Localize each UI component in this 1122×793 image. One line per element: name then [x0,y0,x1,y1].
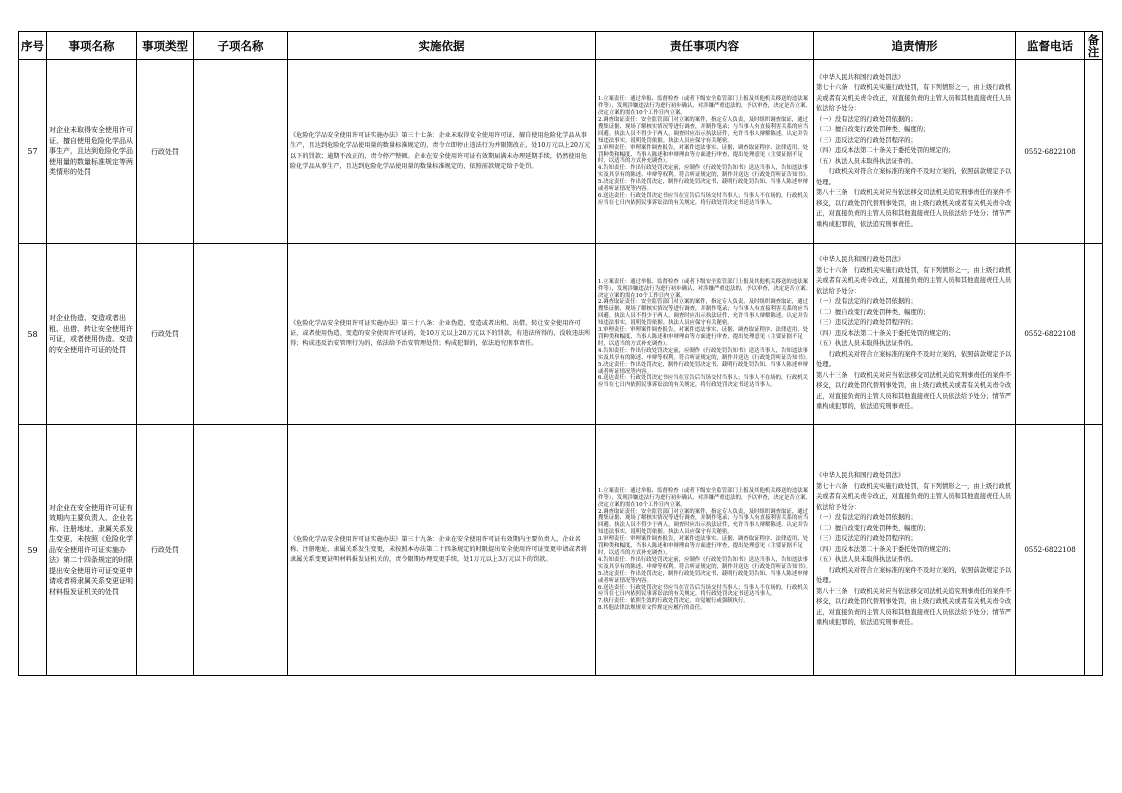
item-name: 对企业在安全使用许可证有效期内主要负责人、企业名称、注册地址、隶属关系发生变更，未按照《危险化学品安全使用许可证实施办法》第二十四条规定的时限提出安全使用许可证变更申请或者将隶属关系变更证明材料报发证机关的处罚 [47,425,137,676]
responsibility-table [18,31,1103,676]
acc-line: 第七十六条 行政机关实施行政处罚，有下列情形之一，由上级行政机关或者有关机关责令改正，对直接负责的主管人员和其他直接责任人员依法给予处分： [816,482,1012,511]
header-name: 事项名称 [47,32,137,60]
resp-line: 8.其他法律法规规章文件规定应履行的责任。 [598,605,706,612]
note-cell [1085,244,1103,425]
accountability-content [814,60,1016,244]
item-type: 行政处罚 [137,60,194,244]
resp-line: 7.执行责任：依照生效的行政处罚决定，自觉履行或强制执行。 [598,598,749,605]
supervision-phone: 0552-6822108 [1016,60,1085,244]
acc-line: 第七十六条 行政机关实施行政处罚，有下列情形之一，由上级行政机关或者有关机关责令改正，对直接负责的主管人员和其他直接责任人员依法给予处分： [816,266,1012,295]
responsibility-content [596,244,814,425]
basis-text: 《危险化学品安全使用许可证实施办法》第三十八条：企业伪造、变造或者出租、出借、转让安全使用许可证，或者使用伪造、变造的安全使用许可证的，处10万元以上20万元以下的罚款，有违法所得的，没收违法所得；构成违反治安管理行为的，依法给予治安管理处罚；构成犯罪的，依法追究刑事责任。 [288,244,596,425]
sub-item [194,425,288,676]
resp-line: 3.审理责任：审理案件调查报告，对案件违法事实、证据、调查取证程序、法律适用、处罚种类和幅度、当事人陈述和申辩理由等方面进行审查，提出处理意见（主要证据不足时，以适当的方式补充调查）。 [598,536,808,556]
accountability-content [814,425,1016,676]
acc-line: （二）擅自改变行政处罚种类、幅度的； [816,308,930,316]
resp-line: 2.调查取证责任：安全监管部门对立案的案件，指定专人负责，及时组织调查取证，通过搜集证据、现场了解核实情况等进行调查，并制作笔录；与当事人有直接利害关系的应当回避。执法人员不得少于两人，调查时应出示执法证件，允许当事人辩解陈述。认定并告知违法事实，说明处罚依据。执法人员应保守有关秘密。 [598,299,809,327]
note-cell [1085,60,1103,244]
resp-line: 3.审理责任：审理案件调查报告，对案件违法事实、证据、调查取证程序、法律适用、处罚种类和幅度、当事人陈述和申辩理由等方面进行审查，提出处理意见（主要证据不足时，以适当的方式补充调查）。 [598,144,808,165]
item-name: 对企业未取得安全使用许可证，擅自使用危险化学品从事生产，且达到危险化学品使用量的数量标准规定等两类情形的处罚 [47,60,137,244]
header-resp: 责任事项内容 [596,32,814,60]
header-basis: 实施依据 [288,32,596,60]
resp-line: 2.调查取证责任：安全监管部门对立案的案件，指定专人负责，及时组织调查取证，通过搜集证据、现场了解核实情况等进行调查，并制作笔录；与当事人有直接利害关系的应当回避。执法人员不得少于两人，调查时应出示执法证件，允许当事人辩解陈述。认定并告知违法事实，说明处罚依据。执法人员应保守有关秘密。 [598,116,809,144]
basis-text: 《危险化学品安全使用许可证实施办法》第三十七条：企业未取得安全使用许可证，擅自使用危险化学品从事生产，且达到危险化学品使用量的数量标准规定的，责令立即停止违法行为并限期改正，处10万元以上20万元以下的罚款；逾期不改正的，责令停产整顿。企业在安全使用许可证有效期届满未办理延期手续，仍然使用危险化学品从事生产，且达到危险化学品使用量的数量标准规定的，依照前款规定给予处罚。 [288,60,596,244]
resp-line: 6.送达责任：行政处罚决定书应当在宣告后当场交付当事人；当事人不在场的，行政机关应当在七日内依照民事诉讼法的有关规定，将行政处罚决定书送达当事人。 [598,584,808,598]
resp-line: 3.审理责任：审理案件调查报告，对案件违法事实、证据、调查取证程序、法律适用、处罚种类和幅度、当事人陈述和申辩理由等方面进行审查，提出处理意见（主要证据不足时，以适当的方式补充调查）。 [598,327,808,347]
resp-line: 5.决定责任：作出处罚决定，制作行政处罚决定书，载明行政处罚告知、当事人陈述申辩或者听证情况等内容。 [598,179,808,193]
row-no: 57 [19,60,47,244]
acc-line: （四）违反本法第二十条关于委托处罚的规定的； [816,329,955,337]
acc-line: 行政机关对符合立案标准的案件不及时立案的，依照前款规定予以处理。 [816,168,1012,186]
header-type: 事项类型 [137,32,194,60]
acc-line: （四）违反本法第二十条关于委托处罚的规定的； [816,147,955,155]
acc-line: 第八十三条 行政机关对应当依法移交司法机关追究刑事责任的案件不移交，以行政处罚代替刑事处罚，由上级行政机关或者有关机关责令改正，对直接负责的主管人员和其他直接责任人员依法给予处分；情节严重构成犯罪的，依法追究刑事责任。 [816,587,1012,627]
resp-line: 4.告知责任：作出行政处罚决定前，应制作《行政处罚告知书》送达当事人，告知违法事实及其享有的陈述、申辩等权利。符合听证规定的，制作并送达《行政处罚听证告知书》。 [598,347,811,361]
acc-line: （五）执法人员未取得执法证件的。 [816,340,917,348]
resp-line: 5.决定责任：作出处罚决定，制作行政处罚决定书，载明行政处罚告知、当事人陈述申辩或者听证情况等内容。 [598,361,808,375]
acc-line: （二）擅自改变行政处罚种类、幅度的； [816,126,930,134]
row-no: 58 [19,244,47,425]
sub-item [194,244,288,425]
acc-line: （一）没有法定的行政处罚依据的； [816,115,917,123]
resp-line: 6.送达责任：行政处罚决定书应当在宣告后当场交付当事人；当事人不在场的，行政机关应当在七日内依照民事诉讼法的有关规定，将行政处罚决定书送达当事人。 [598,375,808,389]
acc-line: 《中华人民共和国行政处罚法》 [816,472,905,480]
resp-line: 1.立案责任：通过举报、监督检查（或者下级安全监管部门上报及其他机关移送的违法案件等），发现涉嫌违法行为进行初步确认，对涉嫌严重违法的，予以审查，决定是否立案。决定立案的需在10个工作日内立案。 [598,96,811,117]
acc-line: （三）违反法定的行政处罚程序的； [816,535,917,543]
resp-line: 4.告知责任：作出行政处罚决定前，应制作《行政处罚告知书》送达当事人，告知违法事实及其享有的陈述、申辩等权利。符合听证规定的，制作并送达《行政处罚听证告知书》。 [598,165,811,179]
header-acc: 追责情形 [814,32,1016,60]
acc-line: 第八十三条 行政机关对应当依法移交司法机关追究刑事责任的案件不移交，以行政处罚代替刑事处罚，由上级行政机关或者有关机关责令改正，对直接负责的主管人员和其他直接责任人员依法给予处分；情节严重构成犯罪的，依法追究刑事责任。 [816,189,1012,228]
acc-line: （一）没有法定的行政处罚依据的； [816,514,917,522]
acc-line: 行政机关对符合立案标准的案件不及时立案的，依照前款规定予以处理。 [816,566,1012,585]
item-type: 行政处罚 [137,244,194,425]
resp-line: 1.立案责任：通过举报、监督检查（或者下级安全监管部门上报及其他机关移送的违法案件等），发现涉嫌违法行为进行初步确认，对涉嫌严重违法的，予以审查，决定是否立案。决定立案的需在10个工作日内立案。 [598,487,811,508]
responsibility-content [596,425,814,676]
header-note: 备注 [1085,32,1103,60]
acc-line: （一）没有法定的行政处罚依据的； [816,298,917,306]
header-no: 序号 [19,32,47,60]
header-row [19,32,1103,60]
row-no: 59 [19,425,47,676]
resp-line: 2.调查取证责任：安全监管部门对立案的案件，指定专人负责，及时组织调查取证，通过搜集证据、现场了解核实情况等进行调查，并制作笔录；与当事人有直接利害关系的应当回避。执法人员不得少于两人，调查时应出示执法证件，允许当事人辩解陈述。认定并告知违法事实，说明处罚依据。执法人员应保守有关秘密。 [598,508,809,536]
resp-line: 4.告知责任：作出行政处罚决定前，应制作《行政处罚告知书》送达当事人，告知违法事实及其享有的陈述、申辩等权利。符合听证规定的，制作并送达《行政处罚听证告知书》。 [598,556,811,570]
acc-line: 《中华人民共和国行政处罚法》 [816,73,905,81]
item-type: 行政处罚 [137,425,194,676]
resp-line: 5.决定责任：作出处罚决定，制作行政处罚决定书，载明行政处罚告知、当事人陈述申辩或者听证情况等内容。 [598,570,808,584]
basis-text: 《危险化学品安全使用许可证实施办法》第三十九条：企业在安全使用许可证有效期内主要负责人、企业名称、注册地址、隶属关系发生变更，未按照本办法第二十四条规定的时限提出安全使用许可证变更申请或者将隶属关系变更证明材料报发证机关的，责令限期办理变更手续，处1万元以上3万元以下的罚款。 [288,425,596,676]
responsibility-content [596,60,814,244]
table-row [19,244,1103,425]
acc-line: （四）违反本法第二十条关于委托处罚的规定的； [816,545,955,553]
resp-line: 6.送达责任：行政处罚决定书应当在宣告后当场交付当事人；当事人不在场的，行政机关应当在七日内依照民事诉讼法的有关规定，将行政处罚决定书送达当事人。 [598,192,808,206]
resp-line: 1.立案责任：通过举报、监督检查（或者下级安全监管部门上报及其他机关移送的违法案件等），发现涉嫌违法行为进行初步确认，对涉嫌严重违法的，予以审查，决定是否立案。决定立案的需在10个工作日内立案。 [598,278,811,299]
acc-line: （二）擅自改变行政处罚种类、幅度的； [816,524,930,532]
accountability-content [814,244,1016,425]
acc-line: 《中华人民共和国行政处罚法》 [816,256,905,264]
acc-line: （五）执法人员未取得执法证件的。 [816,157,917,165]
supervision-phone: 0552-6822108 [1016,425,1085,676]
acc-line: 第八十三条 行政机关对应当依法移交司法机关追究刑事责任的案件不移交，以行政处罚代替刑事处罚，由上级行政机关或者有关机关责令改正，对直接负责的主管人员和其他直接责任人员依法给予处分；情节严重构成犯罪的，依法追究刑事责任。 [816,371,1012,411]
table-row [19,60,1103,244]
acc-line: 行政机关对符合立案标准的案件不及时立案的，依照前款规定予以处理。 [816,350,1012,369]
acc-line: （三）违反法定的行政处罚程序的； [816,319,917,327]
acc-line: （三）违反法定的行政处罚程序的； [816,136,917,144]
sub-item [194,60,288,244]
acc-line: 第七十六条 行政机关实施行政处罚，有下列情形之一，由上级行政机关或者有关机关责令改正，对直接负责的主管人员和其他直接责任人员依法给予处分： [816,84,1012,113]
supervision-phone: 0552-6822108 [1016,244,1085,425]
note-cell [1085,425,1103,676]
header-sub: 子项名称 [194,32,288,60]
table-row [19,425,1103,676]
item-name: 对企业伪造、变造或者出租、出借、转让安全使用许可证，或者使用伪造、变造的安全使用许可证的处罚 [47,244,137,425]
acc-line: （五）执法人员未取得执法证件的。 [816,556,917,564]
header-phone: 监督电话 [1016,32,1085,60]
